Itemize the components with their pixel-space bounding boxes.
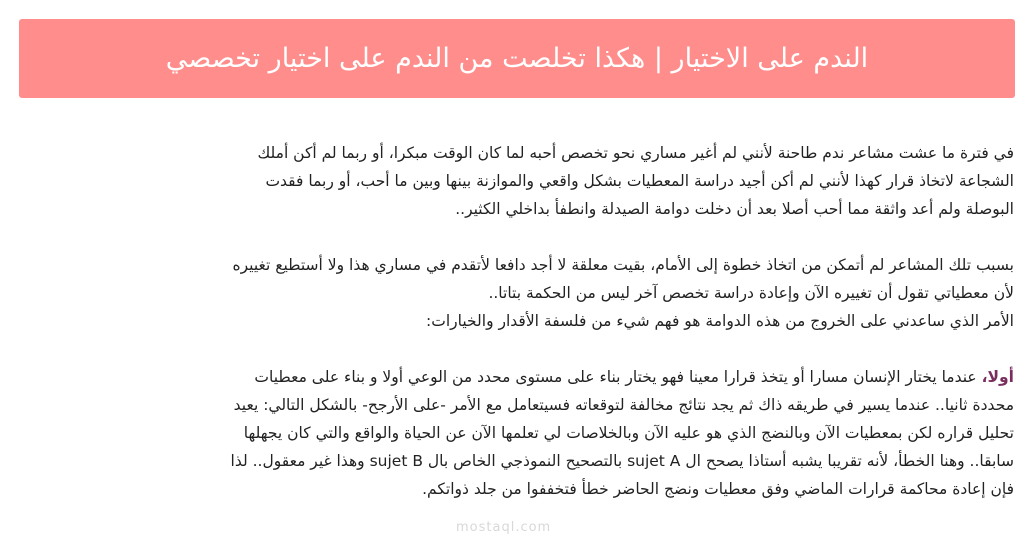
paragraph-first-point xyxy=(22,363,1014,503)
first-point-text: عندما يختار الإنسان مسارا أو يتخذ قرارا معينا فهو يختار بناء على مستوى محدد من الوعي أولا و بناء على معطيات محددة ثانيا.. عندما يسير في طريقه ذاك ثم يجد نتائج مخالفة لتوقعاته فسيتعامل مع الأمر -على الأرجح- بالشكل التالي: يعيد تحليل قراره لكن بمعطيات الآن وبالنضج الذي هو عليه الآن وبالخلاصات لي تعلمها الآن عن الحياة والواقع والتي كان يجهلها سابقا.. وهنا الخطأ، لأنه تقريبا يشبه أستاذا يصحح ال sujet A بالتصحيح النموذجي الخاص بال sujet B وهذا غير معقول.. لذا فإن إعادة محاكمة قرارات الماضي وفق معطيات ونضج الحاضر خطأ فتخففوا من جلد ذواتكم. xyxy=(230,368,1014,498)
watermark-logo: mostaql.com xyxy=(456,520,552,535)
paragraph-regret-intro: في فترة ما عشت مشاعر ندم طاحنة لأنني لم أغير مساري نحو تخصص أحبه لما كان الوقت مبكرا، أو ربما لم أكن أملك الشجاعة لاتخاذ قرار كهذا لأنني لم أكن أجيد دراسة المعطيات بشكل واقعي والموازنة بينها وبين ما أحب، أو ربما فقدت البوصلة ولم أعد واثقة مما أحب أصلا بعد أن دخلت دوامة الصيدلة وانطفأ بداخلي الكثير.. xyxy=(257,144,1014,218)
page-title: الندم على الاختيار | هكذا تخلصت من الندم على اختيار تخصصي xyxy=(165,43,869,74)
article-header xyxy=(19,19,1015,98)
paragraph-philosophy: الأمر الذي ساعدني على الخروج من هذه الدوامة هو فهم شيء من فلسفة الأقدار والخيارات: xyxy=(426,312,1014,330)
first-point-label: أولا، xyxy=(981,368,1014,386)
article-body xyxy=(22,139,1014,503)
paragraph-stuck: بسبب تلك المشاعر لم أتمكن من اتخاذ خطوة إلى الأمام، بقيت معلقة لا أجد دافعا لأتقدم في مساري هذا ولا أستطيع تغييره لأن معطياتي تقول أن تغييره الآن وإعادة دراسة تخصص آخر ليس من الحكمة بتاتا.. xyxy=(232,256,1014,302)
